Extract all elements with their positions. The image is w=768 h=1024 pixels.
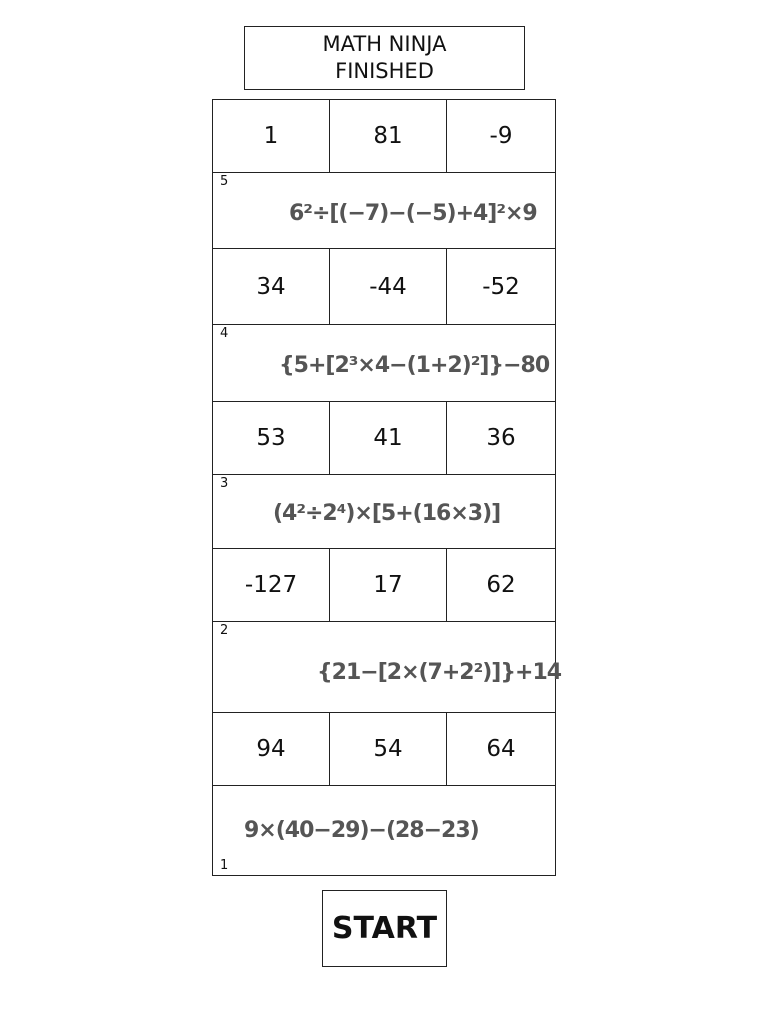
step-expression: 9×(40−29)−(28−23) — [244, 818, 479, 843]
step-number: 3 — [220, 476, 229, 491]
answer-row — [212, 548, 556, 622]
answer-cell[interactable]: 41 — [330, 402, 447, 474]
answer-cell[interactable]: 36 — [486, 425, 516, 451]
step-expression: {5+[2³×4−(1+2)²]}−80 — [279, 353, 550, 378]
answer-cell[interactable]: 94 — [213, 713, 330, 785]
step-row — [212, 621, 562, 713]
answer-cell[interactable]: 64 — [486, 736, 516, 762]
answer-row — [212, 248, 556, 325]
answer-cell[interactable]: -52 — [482, 273, 520, 300]
answer-cell[interactable]: 17 — [330, 549, 447, 621]
step-expression: (4²÷2⁴)×[5+(16×3)] — [273, 501, 501, 526]
step-expression: {21−[2×(7+2²)]}+14 — [317, 660, 562, 685]
step-row — [212, 785, 556, 876]
answer-row — [212, 99, 556, 173]
answer-cell[interactable]: 62 — [486, 572, 516, 598]
finish-box — [244, 26, 525, 90]
answer-cell[interactable]: 81 — [330, 100, 447, 172]
step-row — [212, 172, 556, 249]
answer-cell[interactable]: 53 — [213, 402, 330, 474]
answer-row — [212, 401, 556, 475]
step-row — [212, 474, 556, 549]
answer-cell[interactable]: 34 — [213, 249, 330, 324]
answer-cell[interactable]: -9 — [489, 123, 513, 149]
answer-cell[interactable]: -127 — [213, 549, 330, 621]
step-number: 2 — [220, 623, 229, 638]
step-row — [212, 324, 556, 402]
title-line-1: MATH NINJA — [322, 32, 447, 56]
step-number: 5 — [220, 174, 229, 189]
answer-cell[interactable]: 1 — [213, 100, 330, 172]
answer-cell[interactable]: 54 — [330, 713, 447, 785]
step-number: 1 — [220, 858, 229, 873]
step-number: 4 — [220, 326, 229, 341]
answer-row — [212, 712, 556, 786]
answer-cell[interactable]: -44 — [330, 249, 447, 324]
title-line-2: FINISHED — [335, 59, 434, 83]
start-box: START — [322, 890, 447, 967]
step-expression: 6²÷[(−7)−(−5)+4]²×9 — [289, 201, 537, 226]
